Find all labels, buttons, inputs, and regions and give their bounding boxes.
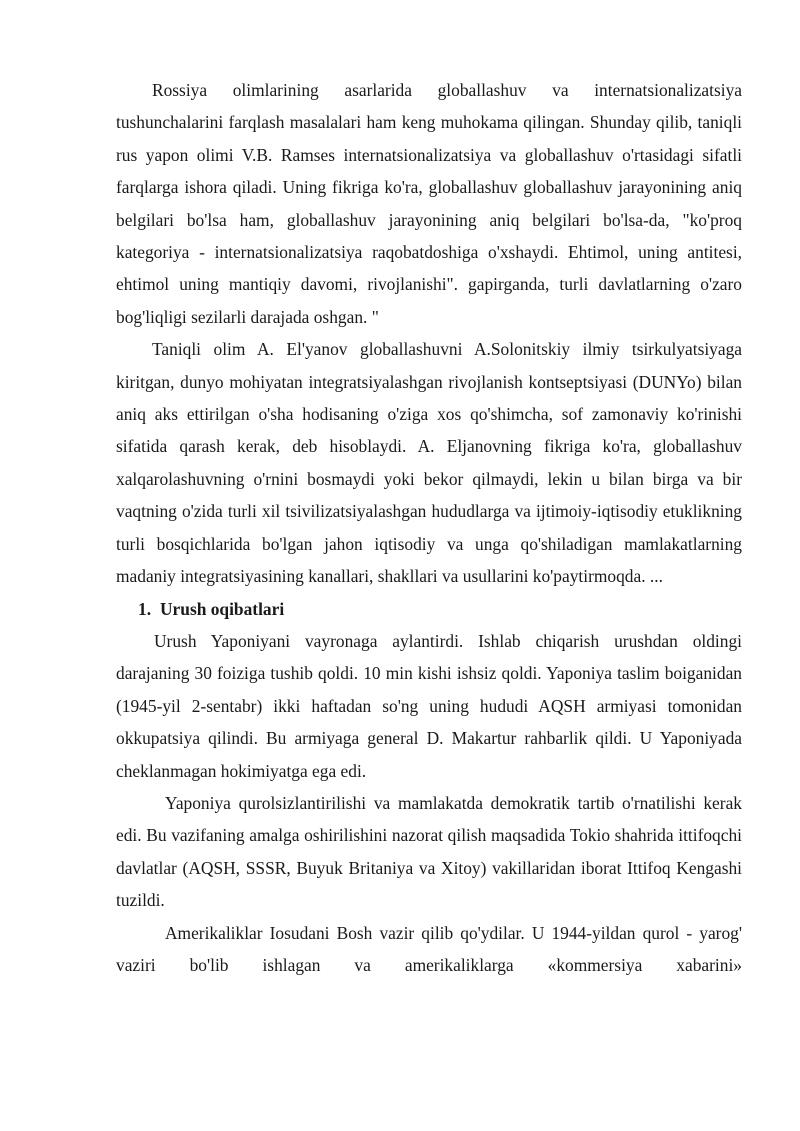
section-heading bbox=[116, 593, 742, 625]
section-heading-text: Urush oqibatlari bbox=[160, 598, 285, 619]
paragraph-2: Taniqli olim A. El'yanov globallashuvni A.Solonitskiy ilmiy tsirkulyatsiyaga kiritgan, dunyo mohiyatan integratsiyalashgan rivojlanish kontseptsiyasi (DUNYo) bilan aniq aks ettirilgan o'sha hodisaning o'ziga xos qo'shimcha, sof zamonaviy ko'rinishi sifatida qarash kerak, deb hisoblaydi. A. Eljanovning fikriga ko'ra, globallashuv xalqarolashuvning o'rnini bosmaydi yoki bekor qilmaydi, lekin u bilan birga va bir vaqtning o'zida turli xil tsivilizatsiyalashgan hududlarga va ijtimoiy-iqtisodiy etuklikning turli bosqichlarida bo'lgan jahon iqtisodiy va unga qo'shiladigan mamlakatlarning madaniy integratsiyasining kanallari, shakllari va usullarini ko'paytirmoqda. ... bbox=[116, 339, 742, 587]
section-heading-number: 1. bbox=[138, 598, 152, 619]
paragraph-1: Rossiya olimlarining asarlarida globallashuv va internatsionalizatsiya tushunchalarini farqlash masalalari ham keng muhokama qilingan. Shunday qilib, taniqli rus yapon olimi V.B. Ramses internatsionalizatsiya va globallashuv o'rtasidagi sifatli farqlarga ishora qiladi. Uning fikriga ko'ra, globallashuv globallashuv jarayonining aniq belgilari bo'lsa ham, globallashuv jarayonining aniq belgilari bo'lsa-da, "ko'proq kategoriya - internatsionalizatsiya raqobatdoshiga o'xshaydi. Ehtimol, uning antitesi, ehtimol uning mantiqiy davomi, rivojlanishi". gapirganda, turli davlatlarning o'zaro bog'liqligi sezilarli darajada oshgan. " bbox=[116, 80, 742, 327]
paragraph-3: Urush Yaponiyani vayronaga aylantirdi. Ishlab chiqarish urushdan oldingi darajaning 30 foiziga tushib qoldi. 10 min kishi ishsiz qoldi. Yaponiya taslim boiganidan (1945-yil 2-sentabr) ikki haftadan so'ng uning hududi AQSH armiyasi tomonidan okkupatsiya qilindi. Bu armiyaga general D. Makartur rahbarlik qildi. U Yaponiyada cheklanmagan hokimiyatga ega edi. bbox=[116, 630, 742, 781]
paragraph-4: Yaponiya qurolsizlantirilishi va mamlakatda demokratik tartib o'rnatilishi kerak edi. Bu vazifaning amalga oshirilishini nazorat qilish maqsadida Tokio shahrida ittifoqchi davlatlar (AQSH, SSSR, Buyuk Britaniya va Xitoy) vakillaridan iborat Ittifoq Kengashi tuzildi. bbox=[116, 792, 742, 911]
paragraph-5: Amerikaliklar Iosudani Bosh vazir qilib qo'ydilar. U 1944-yildan qurol - yarog' vaziri bo'lib ishlagan va amerikaliklarga «kommersiya xabarini» bbox=[116, 922, 742, 975]
document-page bbox=[116, 74, 742, 981]
